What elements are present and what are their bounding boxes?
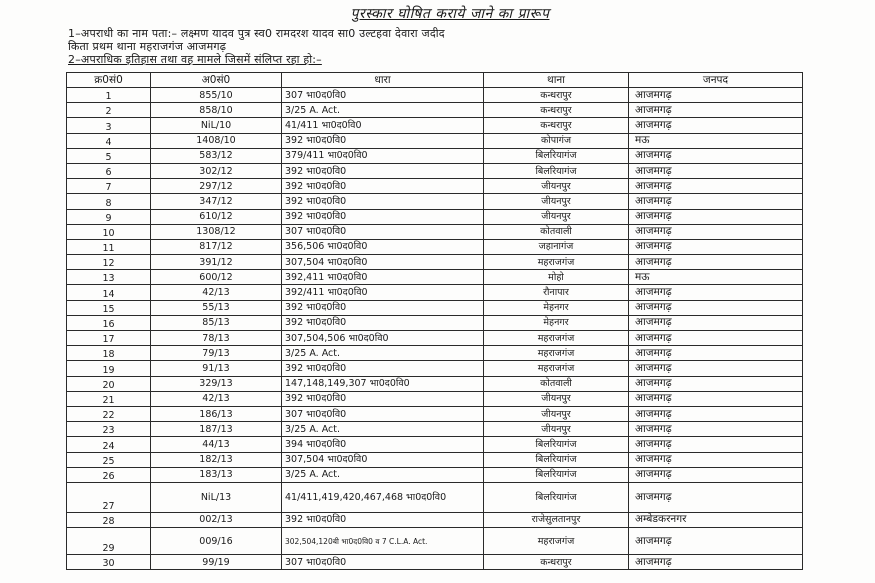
cell-section: 392 भा0द0वि0 [282, 512, 484, 527]
cell-case-number: 297/12 [151, 179, 282, 194]
cell-district: आजमगढ़ [629, 376, 803, 391]
cell-case-number: 186/13 [151, 406, 282, 421]
criminal-name-line: 1–अपराधी का नाम पता:– लक्ष्मण यादव पुत्र स्व0 रामदरश यादव सा0 उल्टहवा देवारा जदीद [68, 27, 445, 40]
cell-section: 41/411,419,420,467,468 भा0द0वि0 [282, 482, 484, 512]
header-section: धारा [282, 73, 484, 88]
cell-case-number: 858/10 [151, 103, 282, 118]
cell-case-number: 583/12 [151, 148, 282, 163]
cell-serial: 4 [67, 133, 151, 148]
cell-police-station: मेहनगर [484, 315, 629, 330]
cell-case-number: 55/13 [151, 300, 282, 315]
table-row [67, 391, 803, 406]
cell-serial: 24 [67, 437, 151, 452]
table-row [67, 194, 803, 209]
cell-district: आजमगढ़ [629, 452, 803, 467]
cell-serial: 27 [67, 482, 151, 512]
cell-case-number: 855/10 [151, 88, 282, 103]
cell-section: 392 भा0द0वि0 [282, 315, 484, 330]
cell-serial: 30 [67, 555, 151, 570]
cell-district: आजमगढ़ [629, 467, 803, 482]
cell-serial: 2 [67, 103, 151, 118]
header-police-station: थाना [484, 73, 629, 88]
cell-police-station: जीयनपुर [484, 209, 629, 224]
cell-case-number: 79/13 [151, 346, 282, 361]
table-row [67, 422, 803, 437]
cell-case-number: 78/13 [151, 331, 282, 346]
table-row [67, 103, 803, 118]
cell-district: आजमगढ़ [629, 194, 803, 209]
header-serial: क्र0सं0 [67, 73, 151, 88]
cell-police-station: महराजगंज [484, 528, 629, 555]
cell-section: 379/411 भा0द0वि0 [282, 148, 484, 163]
cell-district: आजमगढ़ [629, 103, 803, 118]
cell-police-station: महराजगंज [484, 255, 629, 270]
cell-police-station: महराजगंज [484, 346, 629, 361]
cell-case-number: 610/12 [151, 209, 282, 224]
cell-serial: 17 [67, 331, 151, 346]
cell-case-number: 009/16 [151, 528, 282, 555]
cell-case-number: 302/12 [151, 163, 282, 178]
cell-section: 147,148,149,307 भा0द0वि0 [282, 376, 484, 391]
cell-police-station: बिलरियागंज [484, 482, 629, 512]
cell-district: आजमगढ़ [629, 528, 803, 555]
case-table [66, 72, 803, 570]
cell-district: आजमगढ़ [629, 422, 803, 437]
cell-serial: 1 [67, 88, 151, 103]
cell-serial: 14 [67, 285, 151, 300]
cell-district: आजमगढ़ [629, 285, 803, 300]
cell-police-station: जहानागंज [484, 239, 629, 254]
cell-serial: 26 [67, 467, 151, 482]
table-row [67, 452, 803, 467]
table-row [67, 285, 803, 300]
cell-case-number: 600/12 [151, 270, 282, 285]
cell-district: आजमगढ़ [629, 255, 803, 270]
cell-serial: 16 [67, 315, 151, 330]
cell-district: आजमगढ़ [629, 88, 803, 103]
cell-police-station: जीयनपुर [484, 422, 629, 437]
cell-district: आजमगढ़ [629, 209, 803, 224]
cell-section: 3/25 A. Act. [282, 422, 484, 437]
cell-section: 307 भा0द0वि0 [282, 224, 484, 239]
cell-case-number: NiL/10 [151, 118, 282, 133]
criminal-history-heading: 2–अपराधिक इतिहास तथा वह मामले जिसमें संलिप्त रहा हो:– [68, 53, 322, 66]
cell-police-station: कोतवाली [484, 376, 629, 391]
cell-section: 307,504 भा0द0वि0 [282, 255, 484, 270]
cell-district: आजमगढ़ [629, 163, 803, 178]
cell-serial: 28 [67, 512, 151, 527]
cell-district: आजमगढ़ [629, 482, 803, 512]
cell-section: 392/411 भा0द0वि0 [282, 285, 484, 300]
cell-section: 392 भा0द0वि0 [282, 194, 484, 209]
cell-district: आजमगढ़ [629, 315, 803, 330]
cell-case-number: 91/13 [151, 361, 282, 376]
cell-district: आजमगढ़ [629, 555, 803, 570]
table-row [67, 179, 803, 194]
cell-section: 3/25 A. Act. [282, 467, 484, 482]
cell-police-station: कोपागंज [484, 133, 629, 148]
cell-district: मऊ [629, 133, 803, 148]
cell-section: 392 भा0द0वि0 [282, 209, 484, 224]
cell-police-station: कोतवाली [484, 224, 629, 239]
cell-police-station: जीयनपुर [484, 194, 629, 209]
cell-district: आजमगढ़ [629, 391, 803, 406]
table-row [67, 482, 803, 512]
cell-serial: 7 [67, 179, 151, 194]
cell-serial: 19 [67, 361, 151, 376]
cell-serial: 6 [67, 163, 151, 178]
cell-serial: 9 [67, 209, 151, 224]
cell-serial: 11 [67, 239, 151, 254]
table-row [67, 555, 803, 570]
cell-case-number: 347/12 [151, 194, 282, 209]
cell-police-station: कन्धरापुर [484, 555, 629, 570]
table-row [67, 331, 803, 346]
cell-district: आजमगढ़ [629, 437, 803, 452]
cell-district: आजमगढ़ [629, 361, 803, 376]
cell-case-number: 85/13 [151, 315, 282, 330]
table-row [67, 209, 803, 224]
cell-district: आजमगढ़ [629, 118, 803, 133]
cell-section: 356,506 भा0द0वि0 [282, 239, 484, 254]
cell-police-station: बिलरियागंज [484, 437, 629, 452]
cell-section: 307 भा0द0वि0 [282, 555, 484, 570]
cell-serial: 29 [67, 528, 151, 555]
cell-serial: 21 [67, 391, 151, 406]
table-row [67, 528, 803, 555]
cell-section: 3/25 A. Act. [282, 103, 484, 118]
cell-case-number: 44/13 [151, 437, 282, 452]
table-row [67, 437, 803, 452]
cell-section: 392 भा0द0वि0 [282, 163, 484, 178]
cell-police-station: मेहनगर [484, 300, 629, 315]
cell-section: 302,504,120बी भा0द0वि0 व 7 C.L.A. Act. [282, 528, 484, 555]
cell-case-number: 817/12 [151, 239, 282, 254]
cell-section: 307,504,506 भा0द0वि0 [282, 331, 484, 346]
cell-section: 392 भा0द0वि0 [282, 361, 484, 376]
table-row [67, 255, 803, 270]
page-title: पुरस्कार घोषित कराये जाने का प्रारूप [350, 6, 550, 22]
cell-police-station: जीयनपुर [484, 179, 629, 194]
cell-serial: 20 [67, 376, 151, 391]
cell-case-number: 187/13 [151, 422, 282, 437]
cell-case-number: NiL/13 [151, 482, 282, 512]
cell-district: आजमगढ़ [629, 239, 803, 254]
cell-case-number: 1408/10 [151, 133, 282, 148]
table-row [67, 224, 803, 239]
cell-section: 392 भा0द0वि0 [282, 133, 484, 148]
cell-section: 307,504 भा0द0वि0 [282, 452, 484, 467]
table-row [67, 512, 803, 527]
cell-serial: 23 [67, 422, 151, 437]
table-row [67, 118, 803, 133]
cell-section: 392,411 भा0द0वि0 [282, 270, 484, 285]
cell-section: 392 भा0द0वि0 [282, 179, 484, 194]
cell-district: अम्बेडकरनगर [629, 512, 803, 527]
cell-section: 392 भा0द0वि0 [282, 300, 484, 315]
cell-police-station: कन्धरापुर [484, 103, 629, 118]
table-row [67, 148, 803, 163]
cell-case-number: 42/13 [151, 391, 282, 406]
cell-district: आजमगढ़ [629, 148, 803, 163]
cell-serial: 18 [67, 346, 151, 361]
table-row [67, 88, 803, 103]
table-row [67, 467, 803, 482]
cell-case-number: 183/13 [151, 467, 282, 482]
cell-section: 392 भा0द0वि0 [282, 391, 484, 406]
cell-police-station: कन्धरापुर [484, 88, 629, 103]
cell-section: 3/25 A. Act. [282, 346, 484, 361]
cell-district: आजमगढ़ [629, 346, 803, 361]
cell-case-number: 329/13 [151, 376, 282, 391]
cell-case-number: 182/13 [151, 452, 282, 467]
cell-police-station: जीयनपुर [484, 406, 629, 421]
cell-serial: 12 [67, 255, 151, 270]
cell-case-number: 391/12 [151, 255, 282, 270]
cell-serial: 25 [67, 452, 151, 467]
cell-district: आजमगढ़ [629, 179, 803, 194]
cell-police-station: रौनापार [484, 285, 629, 300]
cell-serial: 15 [67, 300, 151, 315]
cell-police-station: कन्धरापुर [484, 118, 629, 133]
table-row [67, 270, 803, 285]
table-row [67, 361, 803, 376]
header-district: जनपद [629, 73, 803, 88]
cell-serial: 13 [67, 270, 151, 285]
cell-district: आजमगढ़ [629, 300, 803, 315]
table-row [67, 376, 803, 391]
cell-district: आजमगढ़ [629, 331, 803, 346]
cell-serial: 22 [67, 406, 151, 421]
cell-police-station: जीयनपुर [484, 391, 629, 406]
criminal-address-line: किता प्रथम थाना महराजगंज आजमगढ़ [68, 40, 227, 53]
cell-police-station: मोहो [484, 270, 629, 285]
cell-district: मऊ [629, 270, 803, 285]
table-header-row [67, 73, 803, 88]
cell-case-number: 42/13 [151, 285, 282, 300]
table-row [67, 239, 803, 254]
cell-serial: 10 [67, 224, 151, 239]
header-case-number: अ0सं0 [151, 73, 282, 88]
cell-case-number: 1308/12 [151, 224, 282, 239]
cell-police-station: बिलरियागंज [484, 467, 629, 482]
cell-section: 307 भा0द0वि0 [282, 406, 484, 421]
table-row [67, 406, 803, 421]
cell-serial: 8 [67, 194, 151, 209]
cell-police-station: बिलरियागंज [484, 163, 629, 178]
cell-section: 307 भा0द0वि0 [282, 88, 484, 103]
cell-section: 394 भा0द0वि0 [282, 437, 484, 452]
cell-police-station: बिलरियागंज [484, 452, 629, 467]
cell-serial: 5 [67, 148, 151, 163]
cell-police-station: महराजगंज [484, 331, 629, 346]
cell-district: आजमगढ़ [629, 224, 803, 239]
table-row [67, 163, 803, 178]
table-row [67, 300, 803, 315]
cell-serial: 3 [67, 118, 151, 133]
cell-case-number: 99/19 [151, 555, 282, 570]
table-row [67, 315, 803, 330]
cell-case-number: 002/13 [151, 512, 282, 527]
table-row [67, 133, 803, 148]
cell-police-station: राजेसुलतानपुर [484, 512, 629, 527]
cell-section: 41/411 भा0द0वि0 [282, 118, 484, 133]
cell-district: आजमगढ़ [629, 406, 803, 421]
table-row [67, 346, 803, 361]
cell-police-station: बिलरियागंज [484, 148, 629, 163]
cell-police-station: महराजगंज [484, 361, 629, 376]
